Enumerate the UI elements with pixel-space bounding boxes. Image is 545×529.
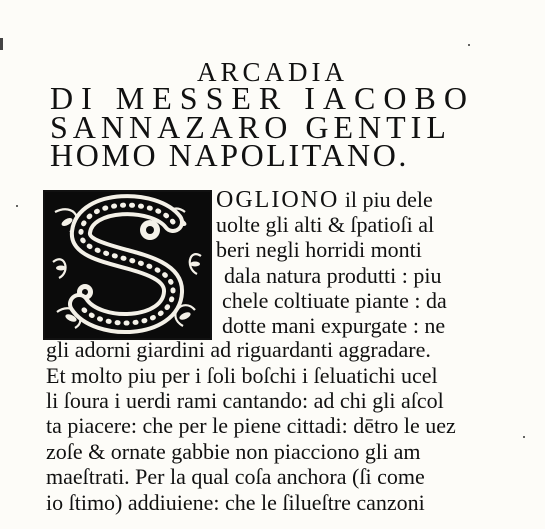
paper-speck: [16, 205, 18, 207]
text-line-7: gli adorni giardini ad riguardanti aggradare.: [46, 337, 431, 362]
paper-speck: [523, 436, 525, 438]
text-line-13: io ſtimo) addiuiene: che le ſilueſtre canzoni: [46, 490, 425, 515]
text-line-9: li ſoura i uerdi rami cantando: ad chi gli aſcol: [46, 388, 444, 413]
text-line-10: ta piacere: che per le piene cittadi: dētro le uez: [46, 413, 456, 438]
paper-speck: [468, 44, 470, 46]
text-line-8: Et molto piu per i ſoli boſchi i ſeluatichi ucel: [46, 363, 438, 388]
text-line-4: dala natura produtti : piu: [224, 263, 442, 288]
text-line-1: [216, 188, 433, 212]
text-line-1-rest: il piu dele: [339, 187, 433, 212]
title-line-di-messer-iacobo: DI MESSER IACOBO: [50, 80, 475, 116]
first-word: OGLIONO: [216, 187, 340, 213]
decorated-initial-s-icon: [45, 192, 210, 338]
text-line-2: uolte gli alti & ſpatioſi al: [216, 212, 435, 237]
text-line-6: dotte mani expurgate : ne: [222, 313, 446, 338]
text-line-12: maeſtrati. Per la qual coſa anchora (ſi come: [46, 464, 425, 489]
title-line-arcadia: ARCADIA: [196, 57, 348, 87]
text-line-5: chele coltiuate piante : da: [222, 288, 447, 313]
page-edge-mark: [0, 38, 3, 50]
title-line-sannazaro-gentil: SANNAZARO GENTIL: [50, 109, 451, 145]
text-line-11: zoſe & ornate gabbie non piacciono gli am: [46, 439, 421, 464]
title-line-homo-napolitano: HOMO NAPOLITANO.: [50, 137, 410, 173]
text-line-3: beri negli horridi monti: [216, 237, 422, 262]
decorated-initial: [43, 190, 212, 340]
